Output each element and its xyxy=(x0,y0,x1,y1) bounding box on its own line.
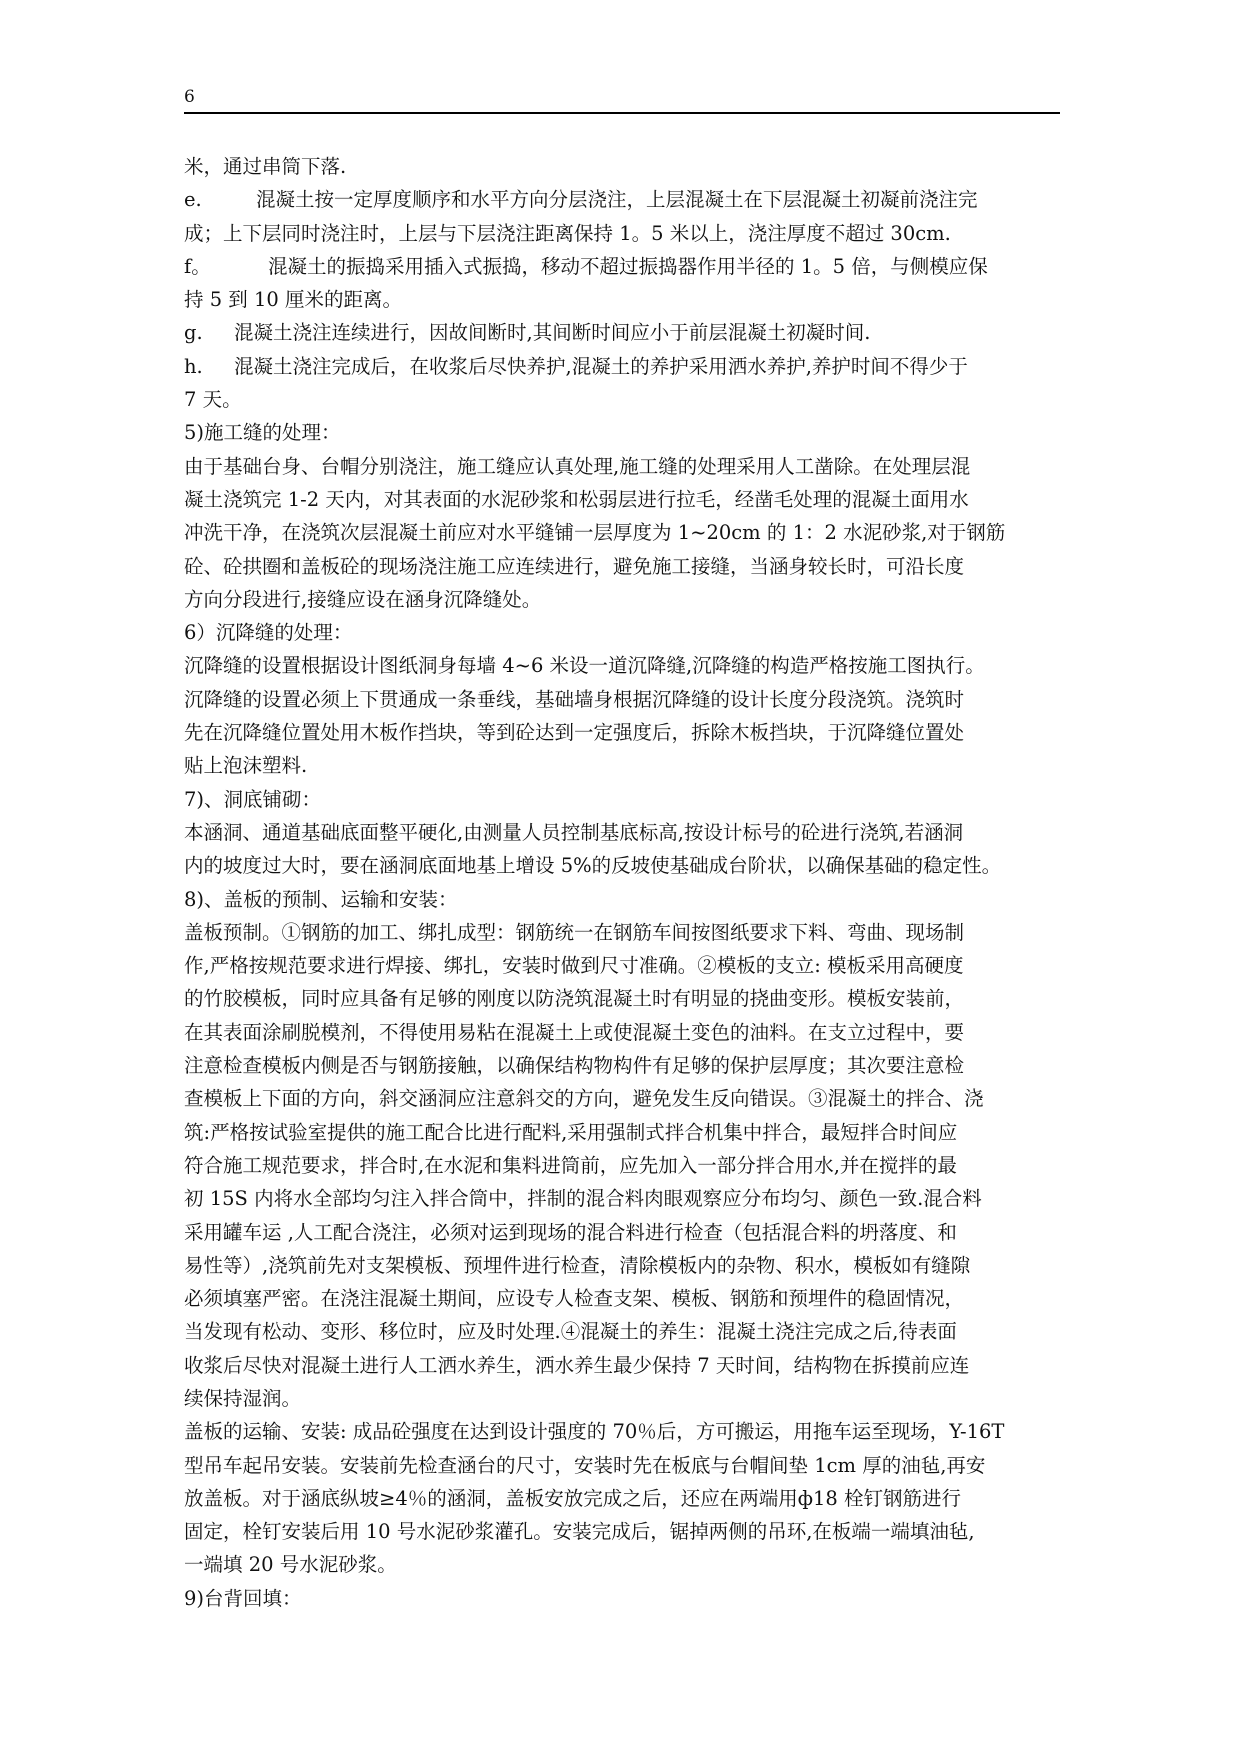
text-line xyxy=(184,1216,1064,1249)
text-line xyxy=(184,1415,1064,1448)
line-text: 沉降缝的设置根据设计图纸洞身每墙 4~6 米设一道沉降缝,沉降缝的构造严格按施工图执行。 xyxy=(184,654,985,678)
text-line xyxy=(184,1548,1064,1581)
list-marker: f。 xyxy=(184,254,211,278)
line-text: 7)、洞底铺砌： xyxy=(184,787,322,811)
text-line xyxy=(184,217,1064,250)
text-line xyxy=(184,1382,1064,1415)
text-line xyxy=(184,383,1064,416)
line-text: 初 15S 内将水全部均匀注入拌合筒中，拌制的混合料肉眼观察应分布均匀、颜色一致.混合料 xyxy=(184,1187,982,1211)
line-text: 8)、盖板的预制、运输和安装： xyxy=(184,887,458,911)
line-text: 必须填塞严密。在浇注混凝土期间，应设专人检查支架、模板、钢筋和预埋件的稳固情况， xyxy=(184,1287,965,1311)
section-heading xyxy=(184,883,1064,916)
text-line xyxy=(184,649,1064,682)
line-text: 注意检查模板内侧是否与钢筋接触，以确保结构物构件有足够的保护层厚度；其次要注意检 xyxy=(184,1054,965,1078)
line-text: 易性等）,浇筑前先对支架模板、预埋件进行检查，清除模板内的杂物、积水，模板如有缝隙 xyxy=(184,1253,971,1277)
text-line xyxy=(184,916,1064,949)
text-line xyxy=(184,350,1064,383)
line-text: 符合施工规范要求，拌合时,在水泥和集料进筒前，应先加入一部分拌合用水,并在搅拌的最 xyxy=(184,1153,957,1177)
line-text: 内的坡度过大时，要在涵洞底面地基上增设 5%的反坡使基础成台阶状，以确保基础的稳定性。 xyxy=(184,854,1002,878)
line-text: 贴上泡沫塑料. xyxy=(184,754,308,778)
line-text: 当发现有松动、变形、移位时，应及时处理.④混凝土的养生：混凝土浇注完成之后,待表面 xyxy=(184,1320,957,1344)
text-line xyxy=(184,1282,1064,1315)
line-text: 冲洗干净，在浇筑次层混凝土前应对水平缝铺一层厚度为 1~20cm 的 1：2 水泥砂浆,对于钢筋 xyxy=(184,521,1006,545)
text-line xyxy=(184,550,1064,583)
line-text: 沉降缝的设置必须上下贯通成一条垂线，基础墙身根据沉降缝的设计长度分段浇筑。浇筑时 xyxy=(184,687,965,711)
line-text: 在其表面涂刷脱模剂，不得使用易粘在混凝土上或使混凝土变色的油料。在支立过程中，要 xyxy=(184,1020,965,1044)
text-line xyxy=(184,250,1064,283)
line-text: 5)施工缝的处理： xyxy=(184,421,341,445)
text-line xyxy=(184,1349,1064,1382)
list-marker: g. xyxy=(184,321,203,345)
text-line xyxy=(184,1082,1064,1115)
body-text xyxy=(184,150,1064,1615)
text-line xyxy=(184,1315,1064,1348)
text-line xyxy=(184,583,1064,616)
line-text: 一端填 20 号水泥砂浆。 xyxy=(184,1553,397,1577)
line-text: 混凝土浇注连续进行，因故间断时,其间断时间应小于前层混凝土初凝时间. xyxy=(234,321,871,345)
list-marker: e. xyxy=(184,188,202,212)
section-heading xyxy=(184,1582,1064,1615)
text-line xyxy=(184,1049,1064,1082)
line-text: 放盖板。对于涵底纵坡≥4％的涵洞，盖板安放完成之后，还应在两端用ф18 栓钉钢筋进行 xyxy=(184,1486,962,1510)
text-line xyxy=(184,949,1064,982)
line-text: 7 天。 xyxy=(184,388,242,412)
page-number: 6 xyxy=(184,87,195,107)
line-text: 本涵洞、通道基础底面整平硬化,由测量人员控制基底标高,按设计标号的砼进行浇筑,若涵洞 xyxy=(184,820,964,844)
text-line xyxy=(184,516,1064,549)
line-text: 持 5 到 10 厘米的距离。 xyxy=(184,288,403,312)
line-text: 成；上下层同时浇注时，上层与下层浇注距离保持 1。5 米以上，浇注厚度不超过 30cm. xyxy=(184,221,951,245)
line-text: 9)台背回填： xyxy=(184,1586,302,1610)
text-line xyxy=(184,483,1064,516)
line-text: 混凝土的振捣采用插入式振捣，移动不超过振捣器作用半径的 1。5 倍，与侧模应保 xyxy=(268,254,988,278)
text-line xyxy=(184,1482,1064,1515)
text-line xyxy=(184,1515,1064,1548)
line-text: 盖板的运输、安装: 成品砼强度在达到设计强度的 70％后，方可搬运，用拖车运至现场，Y-16T xyxy=(184,1420,1005,1444)
line-text: 收浆后尽快对混凝土进行人工洒水养生，洒水养生最少保持 7 天时间，结构物在拆摸前应连 xyxy=(184,1353,970,1377)
line-text: 查模板上下面的方向，斜交涵洞应注意斜交的方向，避免发生反向错误。③混凝土的拌合、浇 xyxy=(184,1087,984,1111)
line-text: 采用罐车运 ,人工配合浇注，必须对运到现场的混合料进行检查（包括混合料的坍落度、和 xyxy=(184,1220,957,1244)
line-text: 米，通过串筒下落. xyxy=(184,155,347,178)
line-text: 砼、砼拱圈和盖板砼的现场浇注施工应连续进行，避免施工接缝，当涵身较长时，可沿长度 xyxy=(184,554,965,578)
text-line xyxy=(184,683,1064,716)
line-text: 混凝土浇注完成后，在收浆后尽快养护,混凝土的养护采用洒水养护,养护时间不得少于 xyxy=(234,354,968,378)
line-text: 续保持湿润。 xyxy=(184,1386,302,1410)
line-text: 由于基础台身、台帽分别浇注，施工缝应认真处理,施工缝的处理采用人工凿除。在处理层混 xyxy=(184,454,971,478)
text-line xyxy=(184,1116,1064,1149)
page-header xyxy=(184,88,1060,114)
section-heading xyxy=(184,416,1064,449)
text-line xyxy=(184,1449,1064,1482)
line-text: 固定，栓钉安装后用 10 号水泥砂浆灌孔。安装完成后，锯掉两侧的吊环,在板端一端填油毡, xyxy=(184,1520,975,1544)
text-line xyxy=(184,716,1064,749)
line-text: 先在沉降缝位置处用木板作挡块，等到砼达到一定强度后，拆除木板挡块，于沉降缝位置处 xyxy=(184,721,965,745)
text-line xyxy=(184,450,1064,483)
text-line xyxy=(184,1182,1064,1215)
line-text: 筑:严格按试验室提供的施工配合比进行配料,采用强制式拌合机集中拌合，最短拌合时间应 xyxy=(184,1120,958,1144)
text-line xyxy=(184,150,1064,183)
text-line xyxy=(184,849,1064,882)
section-heading xyxy=(184,616,1064,649)
line-text: 6）沉降缝的处理： xyxy=(184,621,353,645)
text-line xyxy=(184,183,1064,216)
text-line xyxy=(184,816,1064,849)
line-text: 的竹胶模板，同时应具备有足够的刚度以防浇筑混凝土时有明显的挠曲变形。模板安装前， xyxy=(184,987,965,1011)
line-text: 盖板预制。①钢筋的加工、绑扎成型：钢筋统一在钢筋车间按图纸要求下料、弯曲、现场制 xyxy=(184,920,965,944)
text-line xyxy=(184,1149,1064,1182)
section-heading xyxy=(184,783,1064,816)
line-text: 凝土浇筑完 1-2 天内，对其表面的水泥砂浆和松弱层进行拉毛，经凿毛处理的混凝土面用水 xyxy=(184,487,969,511)
text-line xyxy=(184,749,1064,782)
line-text: 方向分段进行,接缝应设在涵身沉降缝处。 xyxy=(184,587,542,611)
text-line xyxy=(184,982,1064,1015)
text-line xyxy=(184,316,1064,349)
line-text: 型吊车起吊安装。安装前先检查涵台的尺寸，安装时先在板底与台帽间垫 1cm 厚的油毡,再安 xyxy=(184,1453,986,1477)
text-line xyxy=(184,1249,1064,1282)
list-marker: h. xyxy=(184,354,203,378)
line-text: 混凝土按一定厚度顺序和水平方向分层浇注，上层混凝土在下层混凝土初凝前浇注完 xyxy=(256,188,978,212)
text-line xyxy=(184,283,1064,316)
text-line xyxy=(184,1016,1064,1049)
line-text: 作,严格按规范要求进行焊接、绑扎，安装时做到尺寸准确。②模板的支立: 模板采用高硬度 xyxy=(184,954,964,978)
